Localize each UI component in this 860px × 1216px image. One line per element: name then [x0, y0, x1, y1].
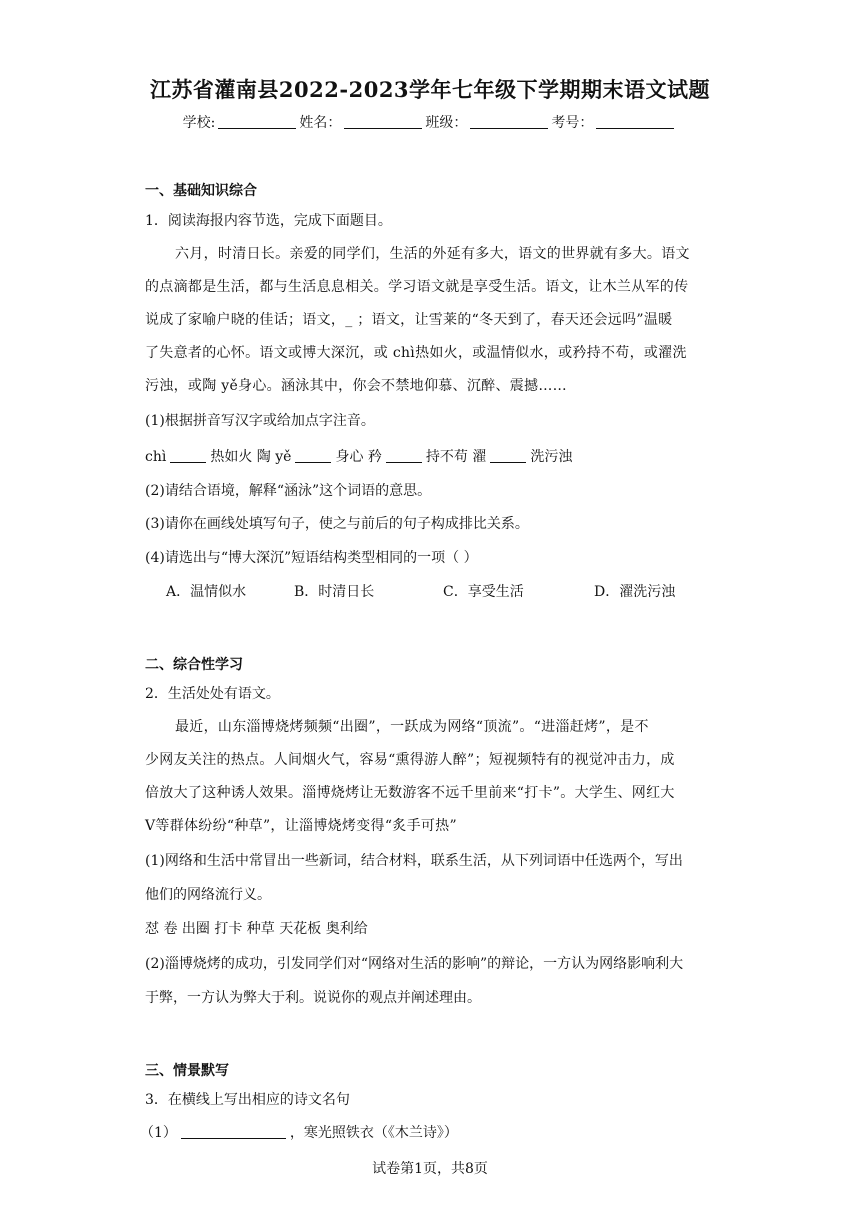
question-3-stem: 3．在横线上写出相应的诗文名句: [145, 1092, 350, 1108]
answer-blank-chi[interactable]: [170, 448, 206, 463]
name-label: 姓名：: [299, 115, 342, 131]
question-1-stem: 1．阅读海报内容节选，完成下面题目。: [145, 213, 392, 229]
school-label: 学校:: [182, 115, 216, 131]
question-2-stem: 2．生活处处有语文。: [145, 686, 280, 702]
section-1-heading: 一、基础知识综合: [145, 183, 257, 199]
question-2-sub-2-line-2: 于弊，一方认为弊大于利。说说你的观点并阐述理由。: [145, 990, 481, 1006]
question-1-sub-3: (3)请你在画线处填写句子，使之与前后的句子构成排比关系。: [145, 516, 529, 532]
option-d[interactable]: D．濯洗污浊: [594, 584, 676, 600]
pinyin-item-2: 热如火 陶 yě: [210, 449, 292, 465]
option-a[interactable]: A．温情似水: [166, 584, 247, 600]
pinyin-item-1: chì: [145, 449, 167, 465]
option-c[interactable]: C．享受生活: [443, 584, 524, 600]
class-blank[interactable]: [470, 114, 548, 129]
answer-blank-ye[interactable]: [295, 448, 331, 463]
question-2-sub-1-line-1: (1)网络和生活中常冒出一些新词，结合材料，联系生活，从下列词语中任选两个，写出: [145, 853, 683, 869]
question-3-item-1: [140, 1122, 458, 1142]
pinyin-item-4: 持不苟 濯: [425, 449, 487, 465]
passage-1-line-1: 六月，时清日长。亲爱的同学们，生活的外延有多大，语文的世界就有多大。语文: [175, 246, 690, 262]
name-blank[interactable]: [344, 114, 422, 129]
question-1-sub-1: (1)根据拼音写汉字或给加点字注音。: [145, 413, 375, 429]
school-blank[interactable]: [218, 114, 296, 129]
class-label: 班级：: [425, 115, 468, 131]
item-1-number: （1）: [140, 1125, 177, 1141]
passage-1-line-3: 说成了家喻户晓的佳话；语文，_ ；语文，让雪莱的“冬天到了，春天还会远吗”温暖: [145, 312, 673, 328]
pinyin-item-3: 身心 矜: [335, 449, 382, 465]
question-1-sub-2: (2)请结合语境，解释“涵泳”这个词语的意思。: [145, 483, 432, 499]
passage-2-line-2: 少网友关注的热点。人间烟火气，容易“熏得游人醉”；短视频特有的视觉冲击力，成: [145, 752, 675, 768]
section-2-heading: 二、综合性学习: [145, 657, 243, 673]
pinyin-item-5: 洗污浊: [530, 449, 573, 465]
exam-number-blank[interactable]: [596, 114, 674, 129]
question-2-sub-2-line-1: (2)淄博烧烤的成功，引发同学们对“网络对生活的影响”的辩论，一方认为网络影响利大: [145, 956, 684, 972]
item-1-answer-blank[interactable]: [181, 1124, 286, 1139]
item-1-text: ，寒光照铁衣（《木兰诗》）: [289, 1125, 458, 1141]
question-1-sub-4: (4)请选出与“博大深沉”短语结构类型相同的一项（ ）: [145, 550, 478, 566]
passage-1-line-4: 了失意者的心怀。语文或博大深沉，或 chì热如火，或温情似水，或矜持不苟，或濯洗: [145, 345, 687, 361]
exam-number-label: 考号：: [551, 115, 594, 131]
passage-2-line-4: V等群体纷纷“种草”，让淄博烧烤变得“炙手可热”: [145, 818, 457, 834]
question-2-sub-1-line-2: 他们的网络流行义。: [145, 887, 271, 903]
pinyin-fill-row: [145, 446, 572, 466]
answer-blank-jin[interactable]: [386, 448, 422, 463]
page-footer: 试卷第1页，共8页: [372, 1161, 488, 1177]
page-title: 江苏省灌南县2022-2023学年七年级下学期期末语文试题: [149, 77, 711, 102]
student-info-line: [0, 112, 860, 132]
answer-blank-zhuo[interactable]: [490, 448, 526, 463]
section-3-heading: 三、情景默写: [145, 1063, 229, 1079]
passage-2-line-1: 最近，山东淄博烧烤频频“出圈”，一跃成为网络“顶流”。“进淄赶烤”，是不: [175, 719, 649, 735]
word-list: 怼 卷 出圈 打卡 种草 天花板 奥利给: [145, 921, 368, 937]
passage-1-line-2: 的点滴都是生活，都与生活息息相关。学习语文就是享受生活。语文，让木兰从军的传: [145, 279, 689, 295]
option-b[interactable]: B．时清日长: [294, 584, 375, 600]
passage-1-line-5: 污浊，或陶 yě身心。涵泳其中，你会不禁地仰慕、沉醉、震撼……: [145, 378, 567, 394]
passage-2-line-3: 倍放大了这种诱人效果。淄博烧烤让无数游客不远千里前来“打卡”。大学生、网红大: [145, 785, 675, 801]
